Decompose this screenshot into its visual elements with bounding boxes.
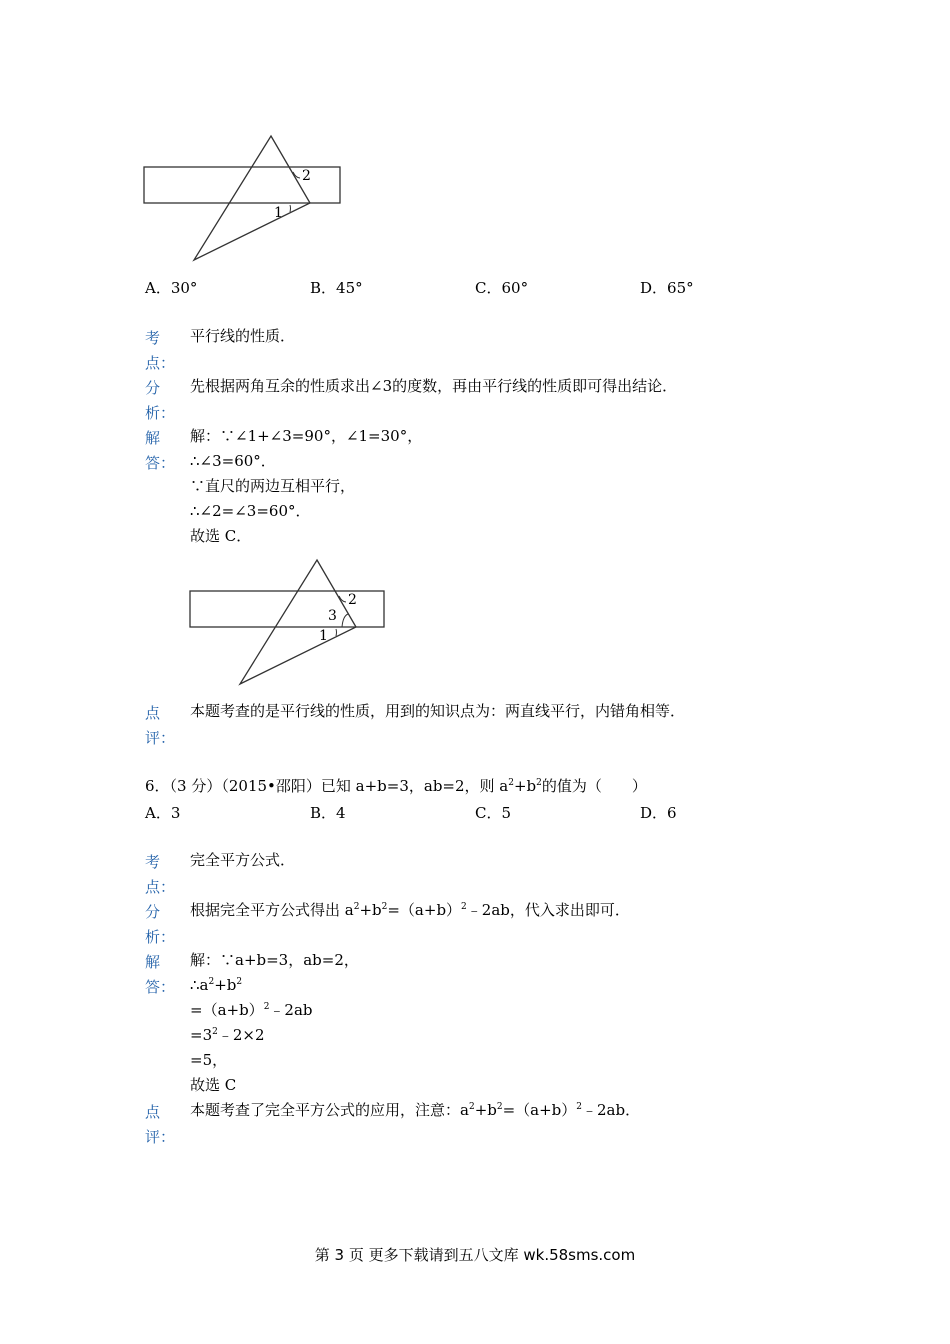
q6-kaodian-label-1: 考 (145, 853, 161, 871)
q5-dianping-text: 本题考查的是平行线的性质，用到的知识点为：两直线平行，内错角相等． (190, 702, 686, 720)
q5-option-a: A．30° (145, 279, 198, 297)
q6-fenxi-text: 根据完全平方公式得出 $a^2+b^2=(a+b)^2﹣2ab$，代入求出即可． (190, 901, 630, 919)
figure2-label-1: 1 (319, 628, 328, 644)
q6-dianping-text: 本题考查了完全平方公式的应用，注意：$a^2+b^2=(a+b)^2﹣2ab$． (190, 1101, 641, 1119)
angle-arc-3 (342, 614, 348, 627)
q6-option-c: C．5 (475, 804, 512, 822)
q6-kaodian-label-2: 点： (145, 878, 176, 896)
q5-jieda-label-2: 答： (145, 454, 176, 472)
figure2-label-2: 2 (348, 592, 357, 608)
triangle (240, 560, 356, 684)
q6-jieda-line-3: $=(a+b)^2﹣2ab$ (190, 1001, 313, 1019)
figure1-label-2: 2 (302, 168, 311, 184)
figure-ruler-triangle-1 (130, 128, 360, 268)
q6-stem: 6．（3 分）（2015•邵阳）已知 a+b=3，ab=2，则 $a^2+b^2$的值为（ ） (145, 777, 647, 795)
figure2-label-3: 3 (328, 608, 337, 624)
q5-dianping-label-2: 评： (145, 729, 176, 747)
q5-option-c: C．60° (475, 279, 529, 297)
figure1-label-1: 1 (274, 205, 283, 221)
q5-kaodian-label-2: 点： (145, 354, 176, 372)
q5-jieda-line-3: ∵直尺的两边互相平行， (190, 477, 356, 495)
q6-kaodian-text: 完全平方公式． (190, 851, 296, 869)
q5-jieda-line-5: 故选 C． (190, 527, 252, 545)
q5-jieda-label-1: 解 (145, 429, 161, 447)
q6-dianping-label-2: 评： (145, 1128, 176, 1146)
q6-jieda-label-2: 答： (145, 978, 176, 996)
q6-fenxi-label-1: 分 (145, 903, 161, 921)
angle-arc-1 (336, 629, 337, 636)
q5-jieda-line-2: ∴∠3=60°． (190, 452, 276, 470)
q5-kaodian-label-1: 考 (145, 329, 161, 347)
q6-jieda-line-2: $\therefore a^2+b^2$ (190, 976, 243, 994)
q5-fenxi-text: 先根据两角互余的性质求出∠3的度数，再由平行线的性质即可得出结论． (190, 377, 678, 395)
q5-option-d: D．65° (640, 279, 694, 297)
q6-jieda-line-1: 解：∵a+b=3，ab=2， (190, 951, 359, 969)
q6-option-d: D．6 (640, 804, 677, 822)
q5-kaodian-text: 平行线的性质． (190, 327, 296, 345)
page-footer: 第 3 页 更多下载请到五八文库 wk.58sms.com (314, 1246, 636, 1264)
q5-fenxi-label-1: 分 (145, 379, 161, 397)
q6-jieda-line-4: $=3^2﹣2\times 2$ (190, 1026, 265, 1044)
figure-ruler-triangle-2 (176, 552, 406, 692)
q6-jieda-line-6: 故选 C (190, 1076, 237, 1094)
q6-jieda-line-5: =5， (190, 1051, 228, 1069)
q5-option-b: B．45° (310, 279, 363, 297)
q6-jieda-label-1: 解 (145, 953, 161, 971)
angle-arc-1 (290, 205, 291, 212)
q5-fenxi-label-2: 析： (145, 404, 176, 422)
triangle (194, 136, 310, 260)
q5-jieda-line-4: ∴∠2=∠3=60°． (190, 502, 311, 520)
q6-fenxi-label-2: 析： (145, 928, 176, 946)
q5-dianping-label-1: 点 (145, 704, 161, 722)
q5-jieda-line-1: 解：∵∠1+∠3=90°，∠1=30°， (190, 427, 423, 445)
q6-option-a: A．3 (145, 804, 181, 822)
q6-option-b: B．4 (310, 804, 346, 822)
q6-dianping-label-1: 点 (145, 1103, 161, 1121)
